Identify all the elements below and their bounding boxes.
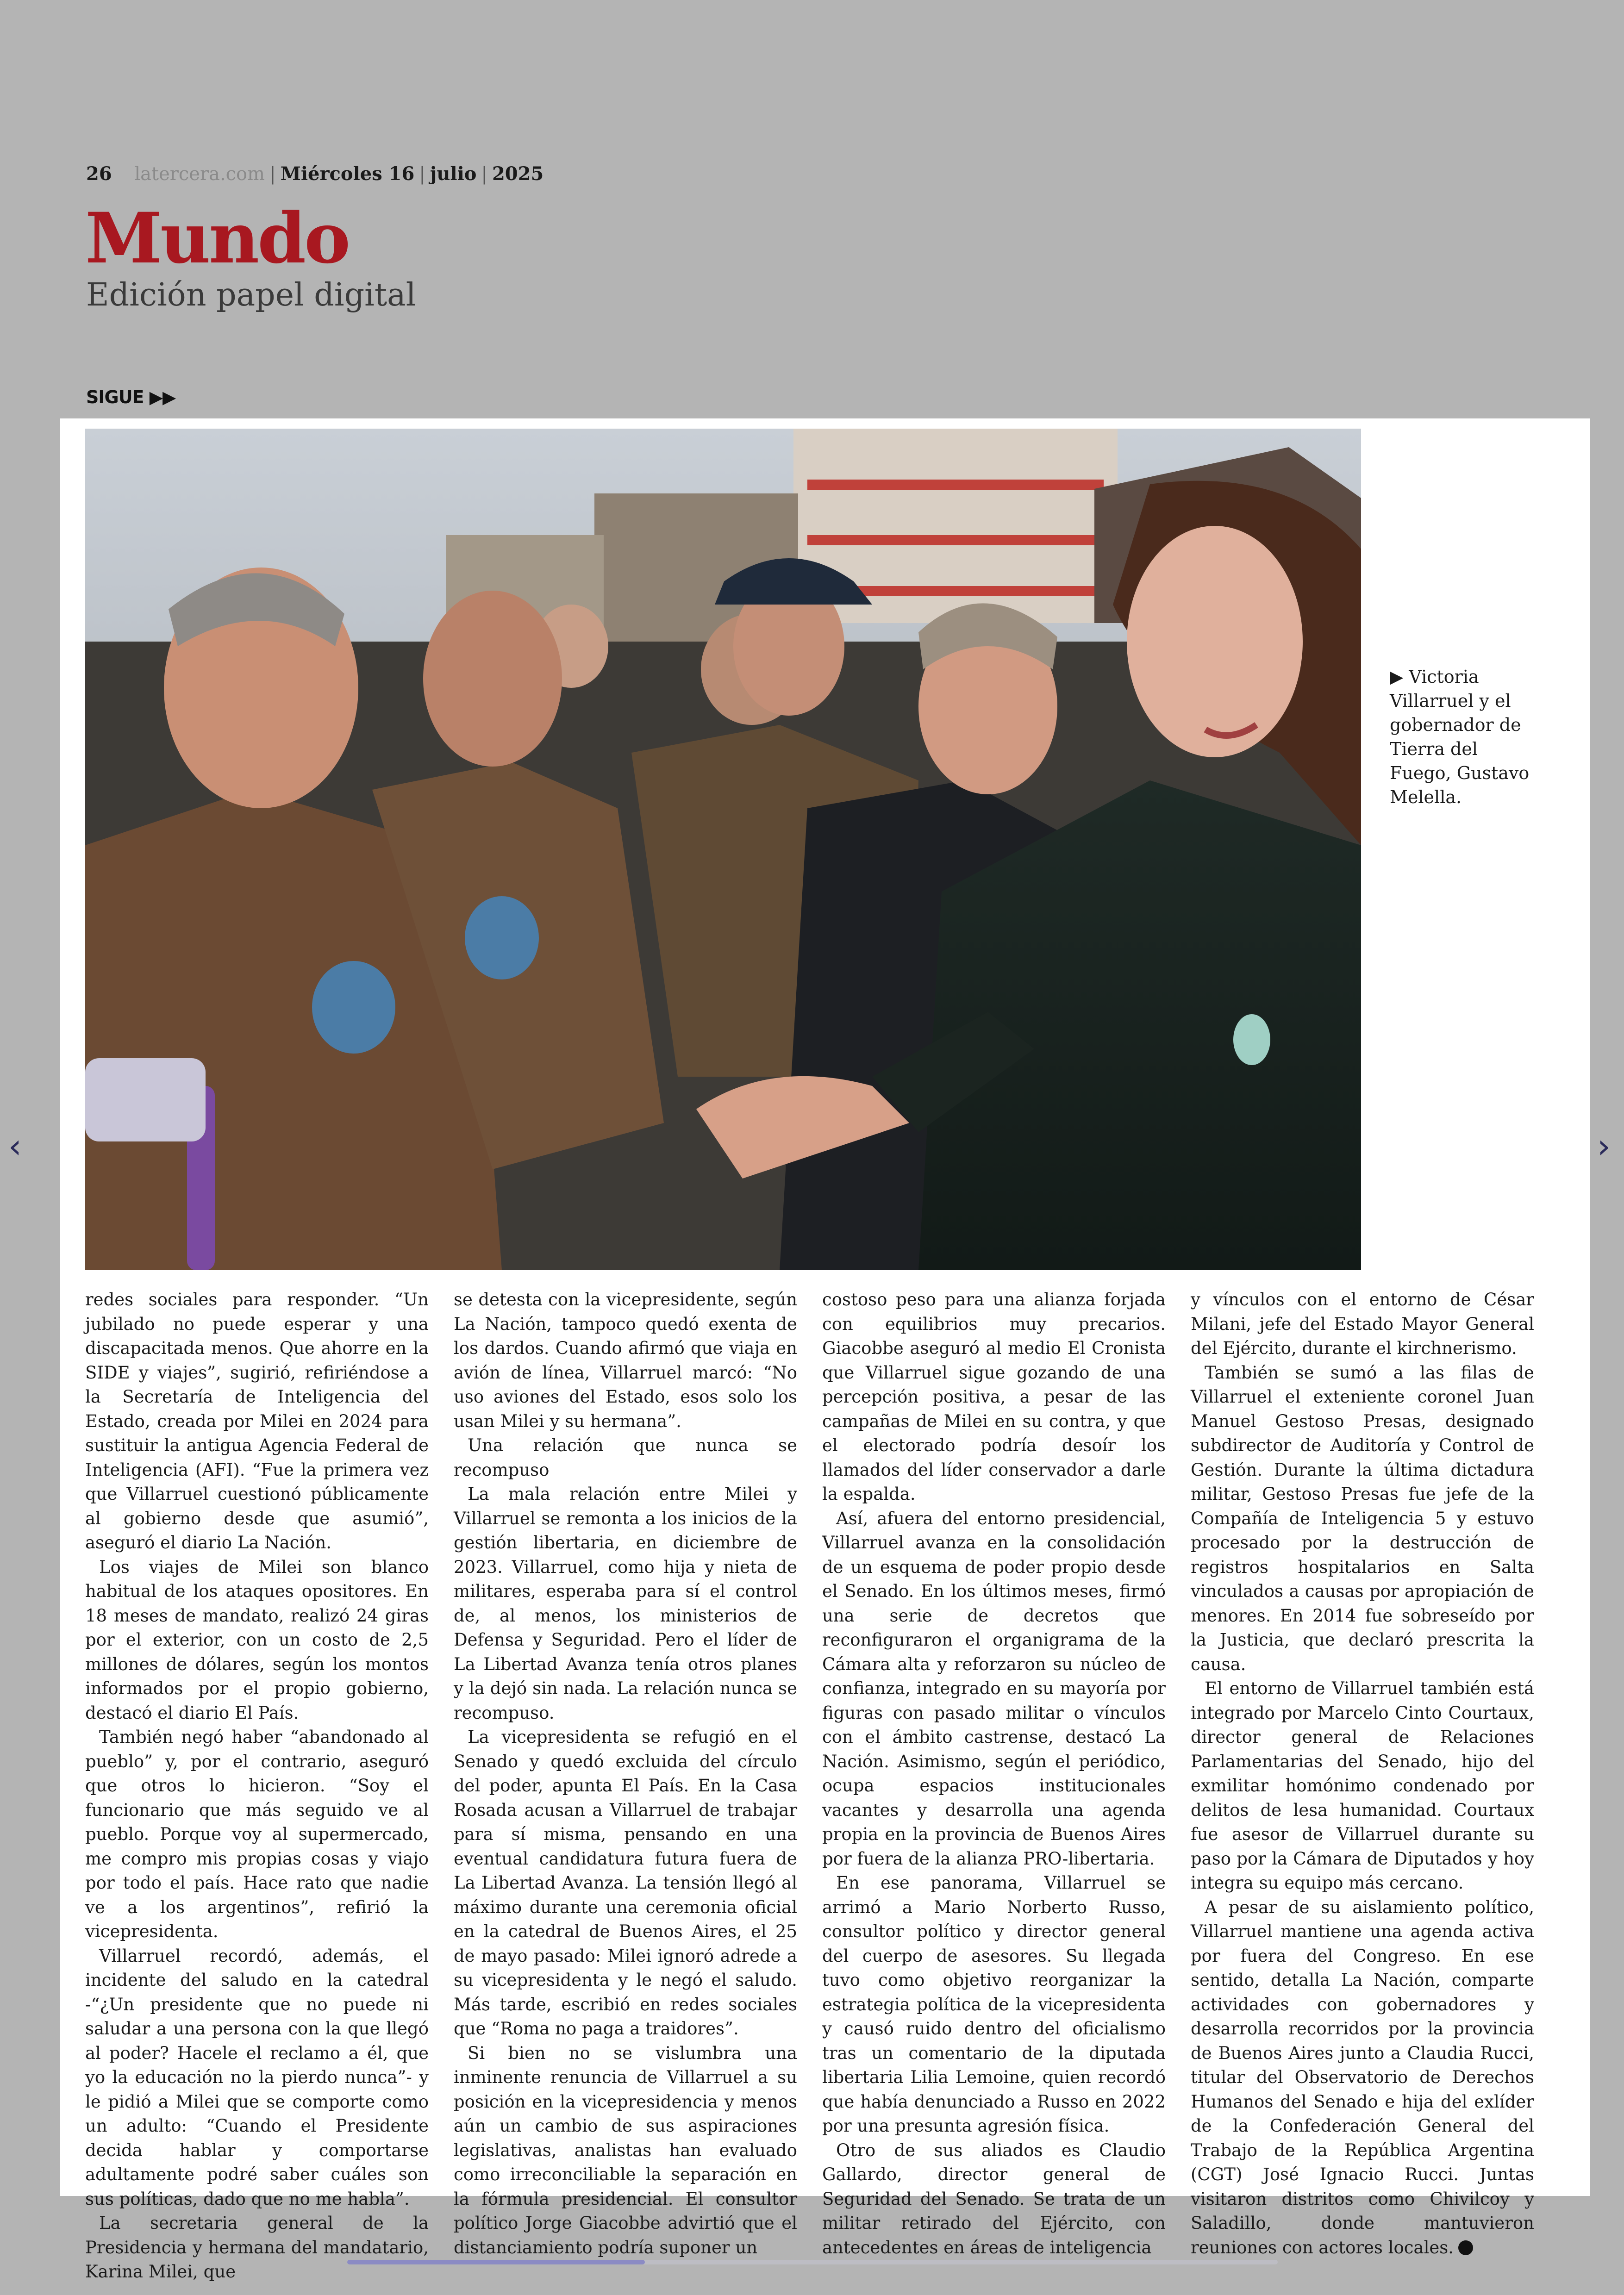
- photo-caption: ▶ Victoria Villarruel y el gobernador de Tierra del Fuego, Gustavo Melella.: [1390, 667, 1530, 807]
- article-column-4: [1191, 1288, 1534, 2284]
- paragraph: Los viajes de Milei son blanco habitual de los ataques opositores. En 18 meses de mandato, realizó 24 giras por el exterior, con un costo de 2,5 millones de dólares, según los montos informados por el propio gobierno, destacó el diario El País.: [85, 1557, 429, 1723]
- page-header: 26 latercera.com | Miércoles 16 | julio | 2025: [86, 163, 544, 185]
- paragraph: La secretaria general de la Presidencia y hermana del mandatario, Karina Milei, que: [85, 2213, 429, 2282]
- end-of-article-icon: [1458, 2240, 1473, 2255]
- paragraph: redes sociales para responder. “Un jubilado no puede esperar y una discapacitada menos. Que ahorre en la SIDE y viajes”, sugirió, refiriéndose a la Secretaría de Inteligencia del Estado, creada por Milei en 2024 para sustituir la antigua Agencia Federal de Inteligencia (AFI). “Fue la primera vez que Villarruel cuestionó públicamente al gobierno desde que asumió”, aseguró el diario La Nación.: [85, 1290, 429, 1553]
- section-subtitle: Edición papel digital: [86, 277, 416, 313]
- subheading: Una relación que nunca se recompuso: [454, 1435, 797, 1480]
- paragraph: Si bien no se vislumbra una inminente renuncia de Villarruel a su posición en la vicepresidencia y menos aún un cambio de sus aspiraciones legislativas, analistas han evaluado como irreconciliable la separación en la fórmula presidencial. El consultor político Jorge Giacobbe advirtió que el distanciamiento podría suponer un: [454, 2043, 797, 2258]
- article-column-3: [822, 1288, 1166, 2284]
- paragraph: y vínculos con el entorno de César Milani, jefe del Estado Mayor General del Ejército, durante el kirchnerismo.: [1191, 1290, 1534, 1358]
- article-body: [85, 1288, 1534, 2282]
- article-column-1: [85, 1288, 429, 2284]
- paragraph-last: [1191, 1896, 1534, 2260]
- paragraph: se detesta con la vicepresidente, según La Nación, tampoco quedó exenta de los dardos. Cuando afirmó que viaja en avión de línea, Villarruel marcó: “No uso aviones del Estado, esos solo los usan Milei y su hermana”.: [454, 1290, 797, 1431]
- issue-year: 2025: [492, 163, 544, 185]
- issue-day: Miércoles 16: [280, 163, 415, 185]
- site-name: latercera.com: [134, 163, 265, 185]
- paragraph: El entorno de Villarruel también está integrado por Marcelo Cinto Courtaux, director general de Relaciones Parlamentarias del Senado, hijo del exmilitar homónimo condenado por delitos de lesa humanidad. Courtaux fue asesor de Villarruel durante su paso por la Cámara de Diputados y hoy integra su equipo más cercano.: [1191, 1678, 1534, 1893]
- article-photo: [85, 429, 1361, 1270]
- paragraph: La mala relación entre Milei y Villarruel se remonta a los inicios de la gestión libertaria, en diciembre de 2023. Villarruel, como hija y nieta de militares, esperaba para sí el control de, al menos, los ministerios de Defensa y Seguridad. Pero el líder de La Libertad Avanza tenía otros planes y la dejó sin nada. La relación nunca se recompuso.: [454, 1484, 797, 1723]
- issue-month: julio: [430, 163, 477, 185]
- paragraph: Villarruel recordó, además, el incidente del saludo en la catedral -“¿Un presidente que no puede ni saludar a una persona con la que llegó al poder? Hacele el reclamo a él, que yo la educación no la pierdo nunca”- y le pidió a Milei que se comporte como un adulto: “Cuando el Presidente decida hablar y comportarse adultamente podré saber cuáles son sus políticas, dado que no me habla”.: [85, 1946, 429, 2209]
- article-column-2: [454, 1288, 797, 2284]
- paragraph: También se sumó a las filas de Villarruel el exteniente coronel Juan Manuel Gestoso Presas, designado subdirector de Auditoría y Control de Gestión. Durante la última dictadura militar, Gestoso Presas fue jefe de la Compañía de Inteligencia 5 y estuvo procesado por la destrucción de registros hospitalarios en Salta vinculados a causas por apropiación de menores. En 2014 fue sobreseído por la Justicia, que declaró prescrita la causa.: [1191, 1362, 1534, 1674]
- paragraph: La vicepresidenta se refugió en el Senado y quedó excluida del círculo del poder, apunta El País. En la Casa Rosada acusan a Villarruel de trabajar para sí misma, pensando en una eventual candidatura futura fuera de La Libertad Avanza. La tensión llegó al máximo durante una ceremonia oficial en la catedral de Buenos Aires, el 25 de mayo pasado: Milei ignoró adrede a su vicepresidenta y le negó el saludo. Más tarde, escribió en redes sociales que “Roma no paga a traidores”.: [454, 1727, 797, 2039]
- page-number: 26: [86, 163, 112, 185]
- next-page-button[interactable]: ›: [1597, 1127, 1611, 1166]
- paragraph: También negó haber “abandonado al pueblo” y, por el contrario, aseguró que otros lo hicieron. “Soy el funcionario que más seguido ve al pueblo. Porque voy al supermercado, me compro mis propias cosas y viajo por todo el país. Hace rato que nadie ve a los argentinos”, refirió la vicepresidenta.: [85, 1727, 429, 1941]
- paragraph: Otro de sus aliados es Claudio Gallardo, director general de Seguridad del Senado. Se trata de un militar retirado del Ejército, con antecedentes en áreas de inteligencia: [822, 2140, 1166, 2258]
- section-title: Mundo: [85, 198, 349, 279]
- reading-progress-bar[interactable]: [347, 2260, 1278, 2264]
- reading-progress-fill: [347, 2260, 645, 2264]
- continued-label: SIGUE ▶▶: [86, 387, 176, 407]
- paragraph: Así, afuera del entorno presidencial, Villarruel avanza en la consolidación de un esquema de poder propio desde el Senado. En los últimos meses, firmó una serie de decretos que reconfiguraron el organigrama de la Cámara alta y reforzaron su núcleo de confianza, integrado en su mayoría por figuras con pasado militar o vínculos con el ámbito castrense, destacó La Nación. Asimismo, según el periódico, ocupa espacios institucionales vacantes y desarrolla una agenda propia en la provincia de Buenos Aires por fuera de la alianza PRO-libertaria.: [822, 1508, 1166, 1869]
- paragraph: En ese panorama, Villarruel se arrimó a Mario Norberto Russo, consultor político y director general del cuerpo de asesores. Su llegada tuvo como objetivo reorganizar la estrategia política de la vicepresidenta y causó ruido dentro del oficialismo tras un comentario de la diputada libertaria Lilia Lemoine, quien recordó que había denunciado a Russo en 2022 por una presunta agresión física.: [822, 1873, 1166, 2136]
- newspaper-page: [60, 418, 1590, 2282]
- previous-page-button[interactable]: ‹: [8, 1127, 22, 1166]
- paragraph-text: A pesar de su aislamiento político, Villarruel mantiene una agenda activa por fuera del Congreso. En ese sentido, detalla La Nación, comparte actividades con gobernadores y desarrolla recorridos por la provincia de Buenos Aires junto a Claudia Rucci, titular del Observatorio de Derechos Humanos del Senado e hija del exlíder de la Confederación General del Trabajo de la República Argentina (CGT) José Ignacio Rucci. Juntas visitaron distritos como Chivilcoy y Saladillo, donde mantuvieron reuniones con actores locales.: [1191, 1897, 1534, 2258]
- paragraph: costoso peso para una alianza forjada con equilibrios muy precarios. Giacobbe aseguró al medio El Cronista que Villarruel sigue gozando de una percepción positiva, a pesar de las campañas de Milei en su contra, y que el electorado podría desoír los llamados del líder conservador a darle la espalda.: [822, 1290, 1166, 1504]
